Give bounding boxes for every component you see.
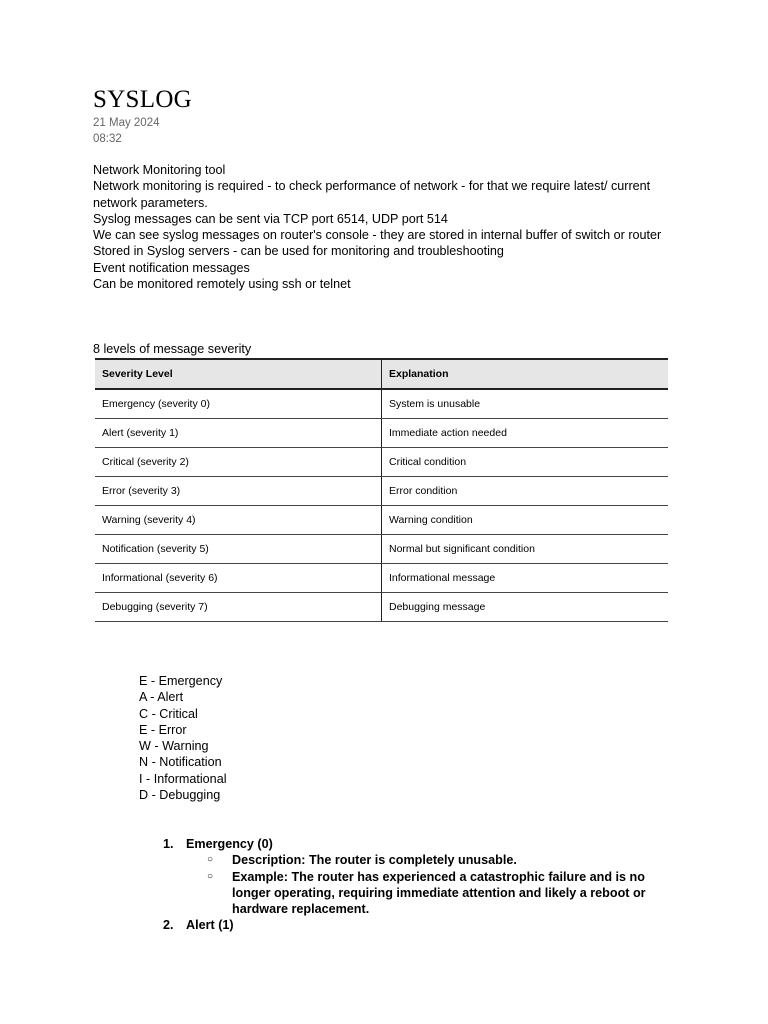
- severity-level-cell: Informational (severity 6): [95, 564, 382, 593]
- level-title: Alert (1): [186, 918, 234, 933]
- table-row: [95, 535, 668, 564]
- severity-level-cell: Emergency (severity 0): [95, 389, 382, 419]
- table-header-row: [95, 359, 668, 389]
- page-timestamp: [93, 116, 160, 147]
- intro-line: We can see syslog messages on router's console - they are stored in internal buffer of switch or router: [93, 228, 662, 243]
- intro-line: Event notification messages: [93, 260, 250, 275]
- explanation-cell: Error condition: [382, 477, 669, 506]
- severity-level-cell: Notification (severity 5): [95, 535, 382, 564]
- list-item: [163, 836, 663, 852]
- table-row: [95, 477, 668, 506]
- intro-line: Network Monitoring tool: [93, 163, 226, 177]
- mnemonic-item: A - Alert: [139, 690, 184, 705]
- severity-level-cell: Critical (severity 2): [95, 448, 382, 477]
- intro-line: Syslog messages can be sent via TCP port 6514, UDP port 514: [93, 211, 448, 226]
- explanation-cell: Informational message: [382, 564, 669, 593]
- table-row: [95, 448, 668, 477]
- mnemonic-item: I - Informational: [139, 771, 227, 786]
- mnemonic-item: N - Notification: [139, 755, 222, 770]
- intro-line: Stored in Syslog servers - can be used for monitoring and troubleshooting: [93, 244, 504, 259]
- explanation-cell: Debugging message: [382, 593, 669, 622]
- severity-level-cell: Alert (severity 1): [95, 419, 382, 448]
- severity-level-cell: Debugging (severity 7): [95, 593, 382, 622]
- level-title: Emergency (0): [186, 837, 273, 851]
- sub-list-item: [163, 869, 663, 918]
- mnemonic-item: C - Critical: [139, 706, 198, 721]
- severity-table: [95, 358, 668, 622]
- sub-list-item: [163, 852, 663, 868]
- circle-bullet-icon: ○: [207, 854, 214, 866]
- table-row: [95, 389, 668, 419]
- intro-notes: [93, 162, 673, 292]
- table-row: [95, 506, 668, 535]
- mnemonic-item: E - Error: [139, 722, 187, 737]
- severity-level-cell: Error (severity 3): [95, 477, 382, 506]
- level-example: Example: The router has experienced a catastrophic failure and is no longer operating, requiring immediate attention and likely a reboot or hardware replacement.: [232, 869, 646, 917]
- page-date: 21 May 2024: [93, 117, 160, 129]
- intro-line: Can be monitored remotely using ssh or telnet: [93, 277, 351, 292]
- explanation-cell: Immediate action needed: [382, 419, 669, 448]
- header-explanation: Explanation: [382, 359, 669, 389]
- severity-level-cell: Warning (severity 4): [95, 506, 382, 535]
- mnemonic-item: E - Emergency: [139, 674, 223, 688]
- table-caption: 8 levels of message severity: [93, 342, 252, 356]
- severity-mnemonic-list: [139, 673, 227, 803]
- explanation-cell: Warning condition: [382, 506, 669, 535]
- explanation-cell: System is unusable: [382, 389, 669, 419]
- table-row: [95, 564, 668, 593]
- page-time: 08:32: [93, 132, 122, 145]
- table-row: [95, 419, 668, 448]
- explanation-cell: Critical condition: [382, 448, 669, 477]
- mnemonic-item: W - Warning: [139, 739, 209, 754]
- intro-line: Network monitoring is required - to check performance of network - for that we require latest/ current network parameters.: [93, 179, 651, 210]
- mnemonic-item: D - Debugging: [139, 788, 221, 803]
- list-number: 1.: [163, 837, 174, 851]
- circle-bullet-icon: ○: [207, 870, 214, 882]
- table-row: [95, 593, 668, 622]
- header-severity-level: Severity Level: [95, 359, 382, 389]
- list-number: 2.: [163, 918, 174, 933]
- explanation-cell: Normal but significant condition: [382, 535, 669, 564]
- page-title: SYSLOG: [93, 86, 193, 113]
- severity-levels-list: [163, 836, 663, 934]
- level-description: Description: The router is completely unusable.: [232, 853, 517, 868]
- list-item: [163, 917, 663, 933]
